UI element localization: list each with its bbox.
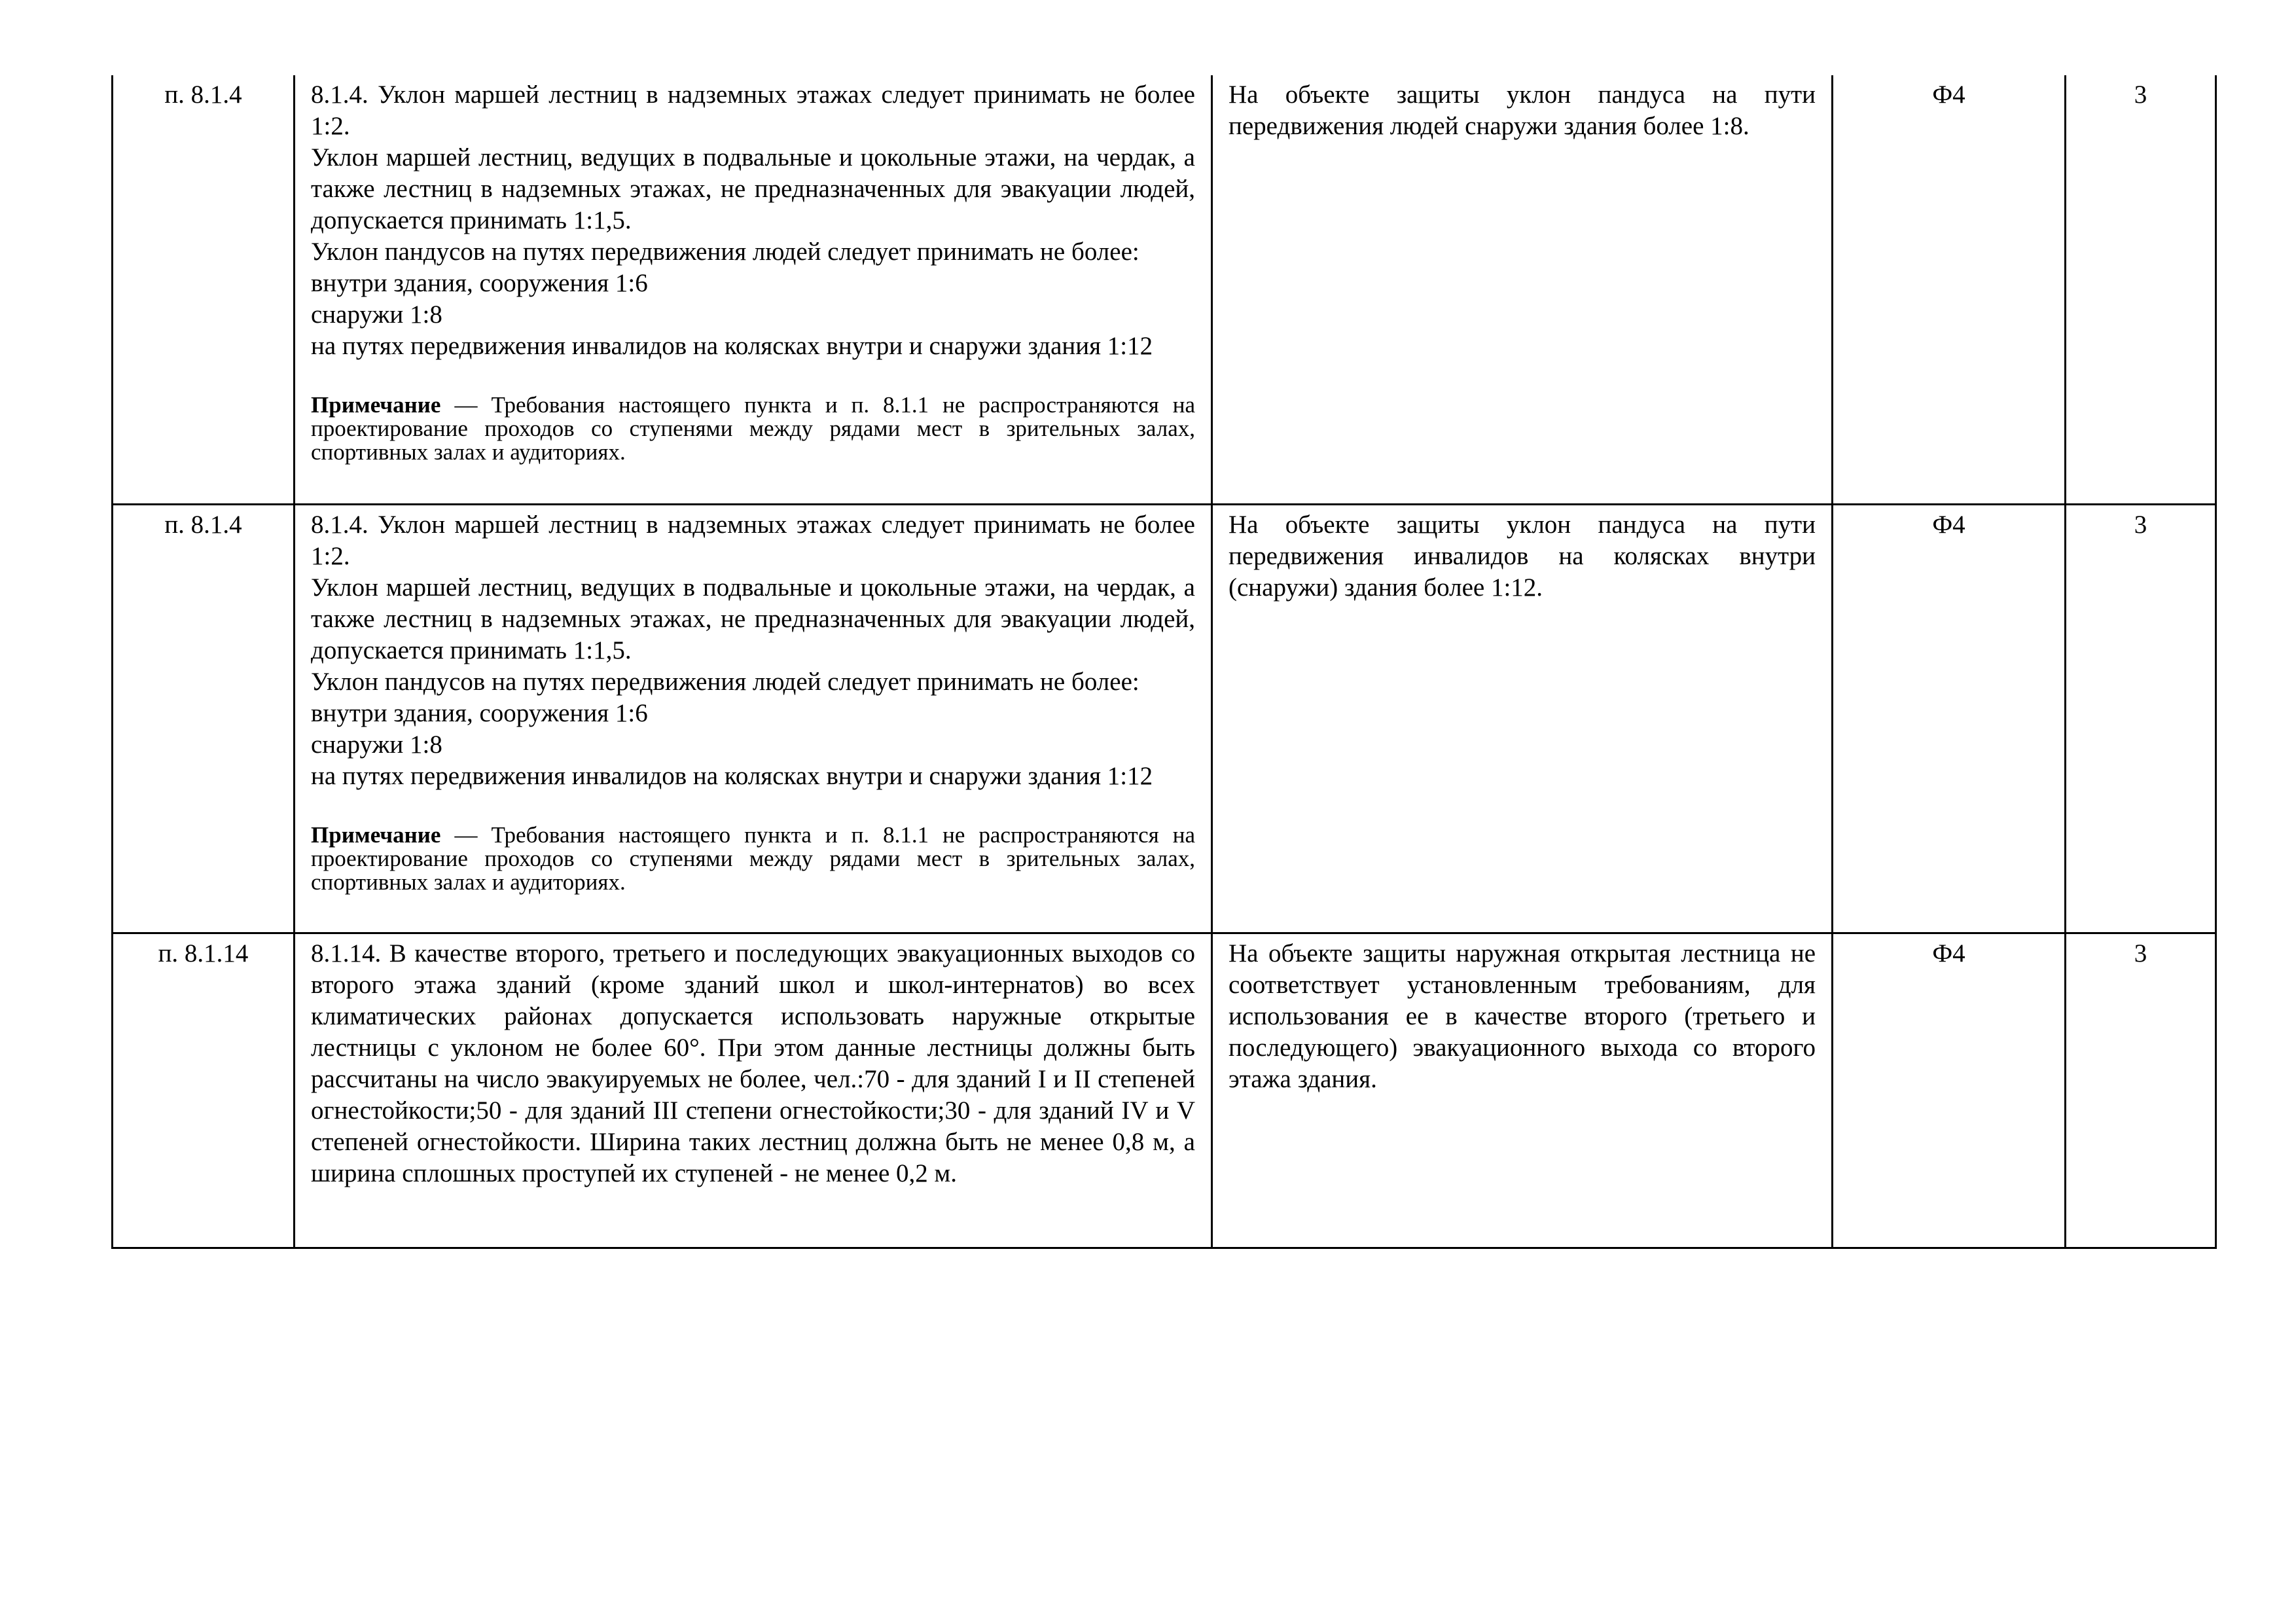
norm-reference: п. 8.1.14 [113,933,295,1248]
norm-reference: п. 8.1.4 [113,504,295,933]
requirement-paragraph: внутри здания, сооружения 1:6 [311,698,648,727]
class-code: Ф4 [1833,933,2066,1248]
requirement-paragraph: на путях передвижения инвалидов на колясках внутри и снаружи здания 1:12 [311,761,1153,790]
requirement-paragraph: снаружи 1:8 [311,730,442,759]
requirement-paragraph: Уклон пандусов на путях передвижения людей следует принимать не более: [311,667,1139,696]
note-label: Примечание [311,392,441,418]
requirement-paragraph: 8.1.4. Уклон маршей лестниц в надземных этажах следует принимать не более 1:2. [311,81,1195,140]
row-number: 3 [2066,933,2216,1248]
norm-reference: п. 8.1.4 [113,75,295,504]
requirement-paragraph: 8.1.4. Уклон маршей лестниц в надземных этажах следует принимать не более 1:2. [311,510,1195,570]
note-text: — Требования настоящего пункта и п. 8.1.1 не распространяются на проектирование проходов со ступенями между рядами мест в зрительных залах, спортивных залах и аудиториях. [311,821,1195,895]
requirement-paragraph: Уклон маршей лестниц, ведущих в подвальные и цокольные этажи, на чердак, а также лестниц в надземных этажах, не предназначенных для эвакуации людей, допускается принимать 1:1,5. [311,143,1195,234]
requirement-paragraph: 8.1.14. В качестве второго, третьего и последующих эвакуационных выходов со второго этажа зданий (кроме зданий школ и школ-интернатов) во всех климатических районах допускается использовать наружные открытые лестницы с уклоном не более 60°. При этом данные лестницы должны быть рассчитаны на число эвакуируемых не более, чел.:70 - для зданий I и II степеней огнестойкости;50 - для зданий III степени огнестойкости;30 - для зданий IV и V степеней огнестойкости. Ширина таких лестниц должна быть не менее 0,8 м, а ширина сплошных проступей их ступеней - не менее 0,2 м. [311,939,1195,1187]
class-code: Ф4 [1833,504,2066,933]
requirement-text [295,933,1212,1248]
note-text: — Требования настоящего пункта и п. 8.1.1 не распространяются на проектирование проходов со ступенями между рядами мест в зрительных залах, спортивных залах и аудиториях. [311,392,1195,465]
requirement-paragraph: внутри здания, сооружения 1:6 [311,269,648,297]
row-number: 3 [2066,75,2216,504]
class-code: Ф4 [1833,75,2066,504]
note-label: Примечание [311,821,441,848]
requirement-paragraph: Уклон пандусов на путях передвижения людей следует принимать не более: [311,238,1139,266]
requirement-paragraph: снаружи 1:8 [311,300,442,329]
requirements-table [111,75,2217,1249]
requirement-text [295,75,1212,504]
requirement-text [295,504,1212,933]
requirement-note [311,393,1195,464]
table-row [113,75,2216,504]
violation-description: На объекте защиты наружная открытая лестница не соответствует установленным требованиям, для использования ее в качестве второго (третьего и последующего) эвакуационного выхода со второго этажа здания. [1212,933,1833,1248]
table-row [113,504,2216,933]
requirement-note [311,823,1195,894]
requirement-paragraph: на путях передвижения инвалидов на колясках внутри и снаружи здания 1:12 [311,332,1153,360]
violation-description: На объекте защиты уклон пандуса на пути передвижения людей снаружи здания более 1:8. [1212,75,1833,504]
table-row [113,933,2216,1248]
violation-description: На объекте защиты уклон пандуса на пути передвижения инвалидов на колясках внутри (снаружи) здания более 1:12. [1212,504,1833,933]
requirement-paragraph: Уклон маршей лестниц, ведущих в подвальные и цокольные этажи, на чердак, а также лестниц в надземных этажах, не предназначенных для эвакуации людей, допускается принимать 1:1,5. [311,573,1195,664]
row-number: 3 [2066,504,2216,933]
